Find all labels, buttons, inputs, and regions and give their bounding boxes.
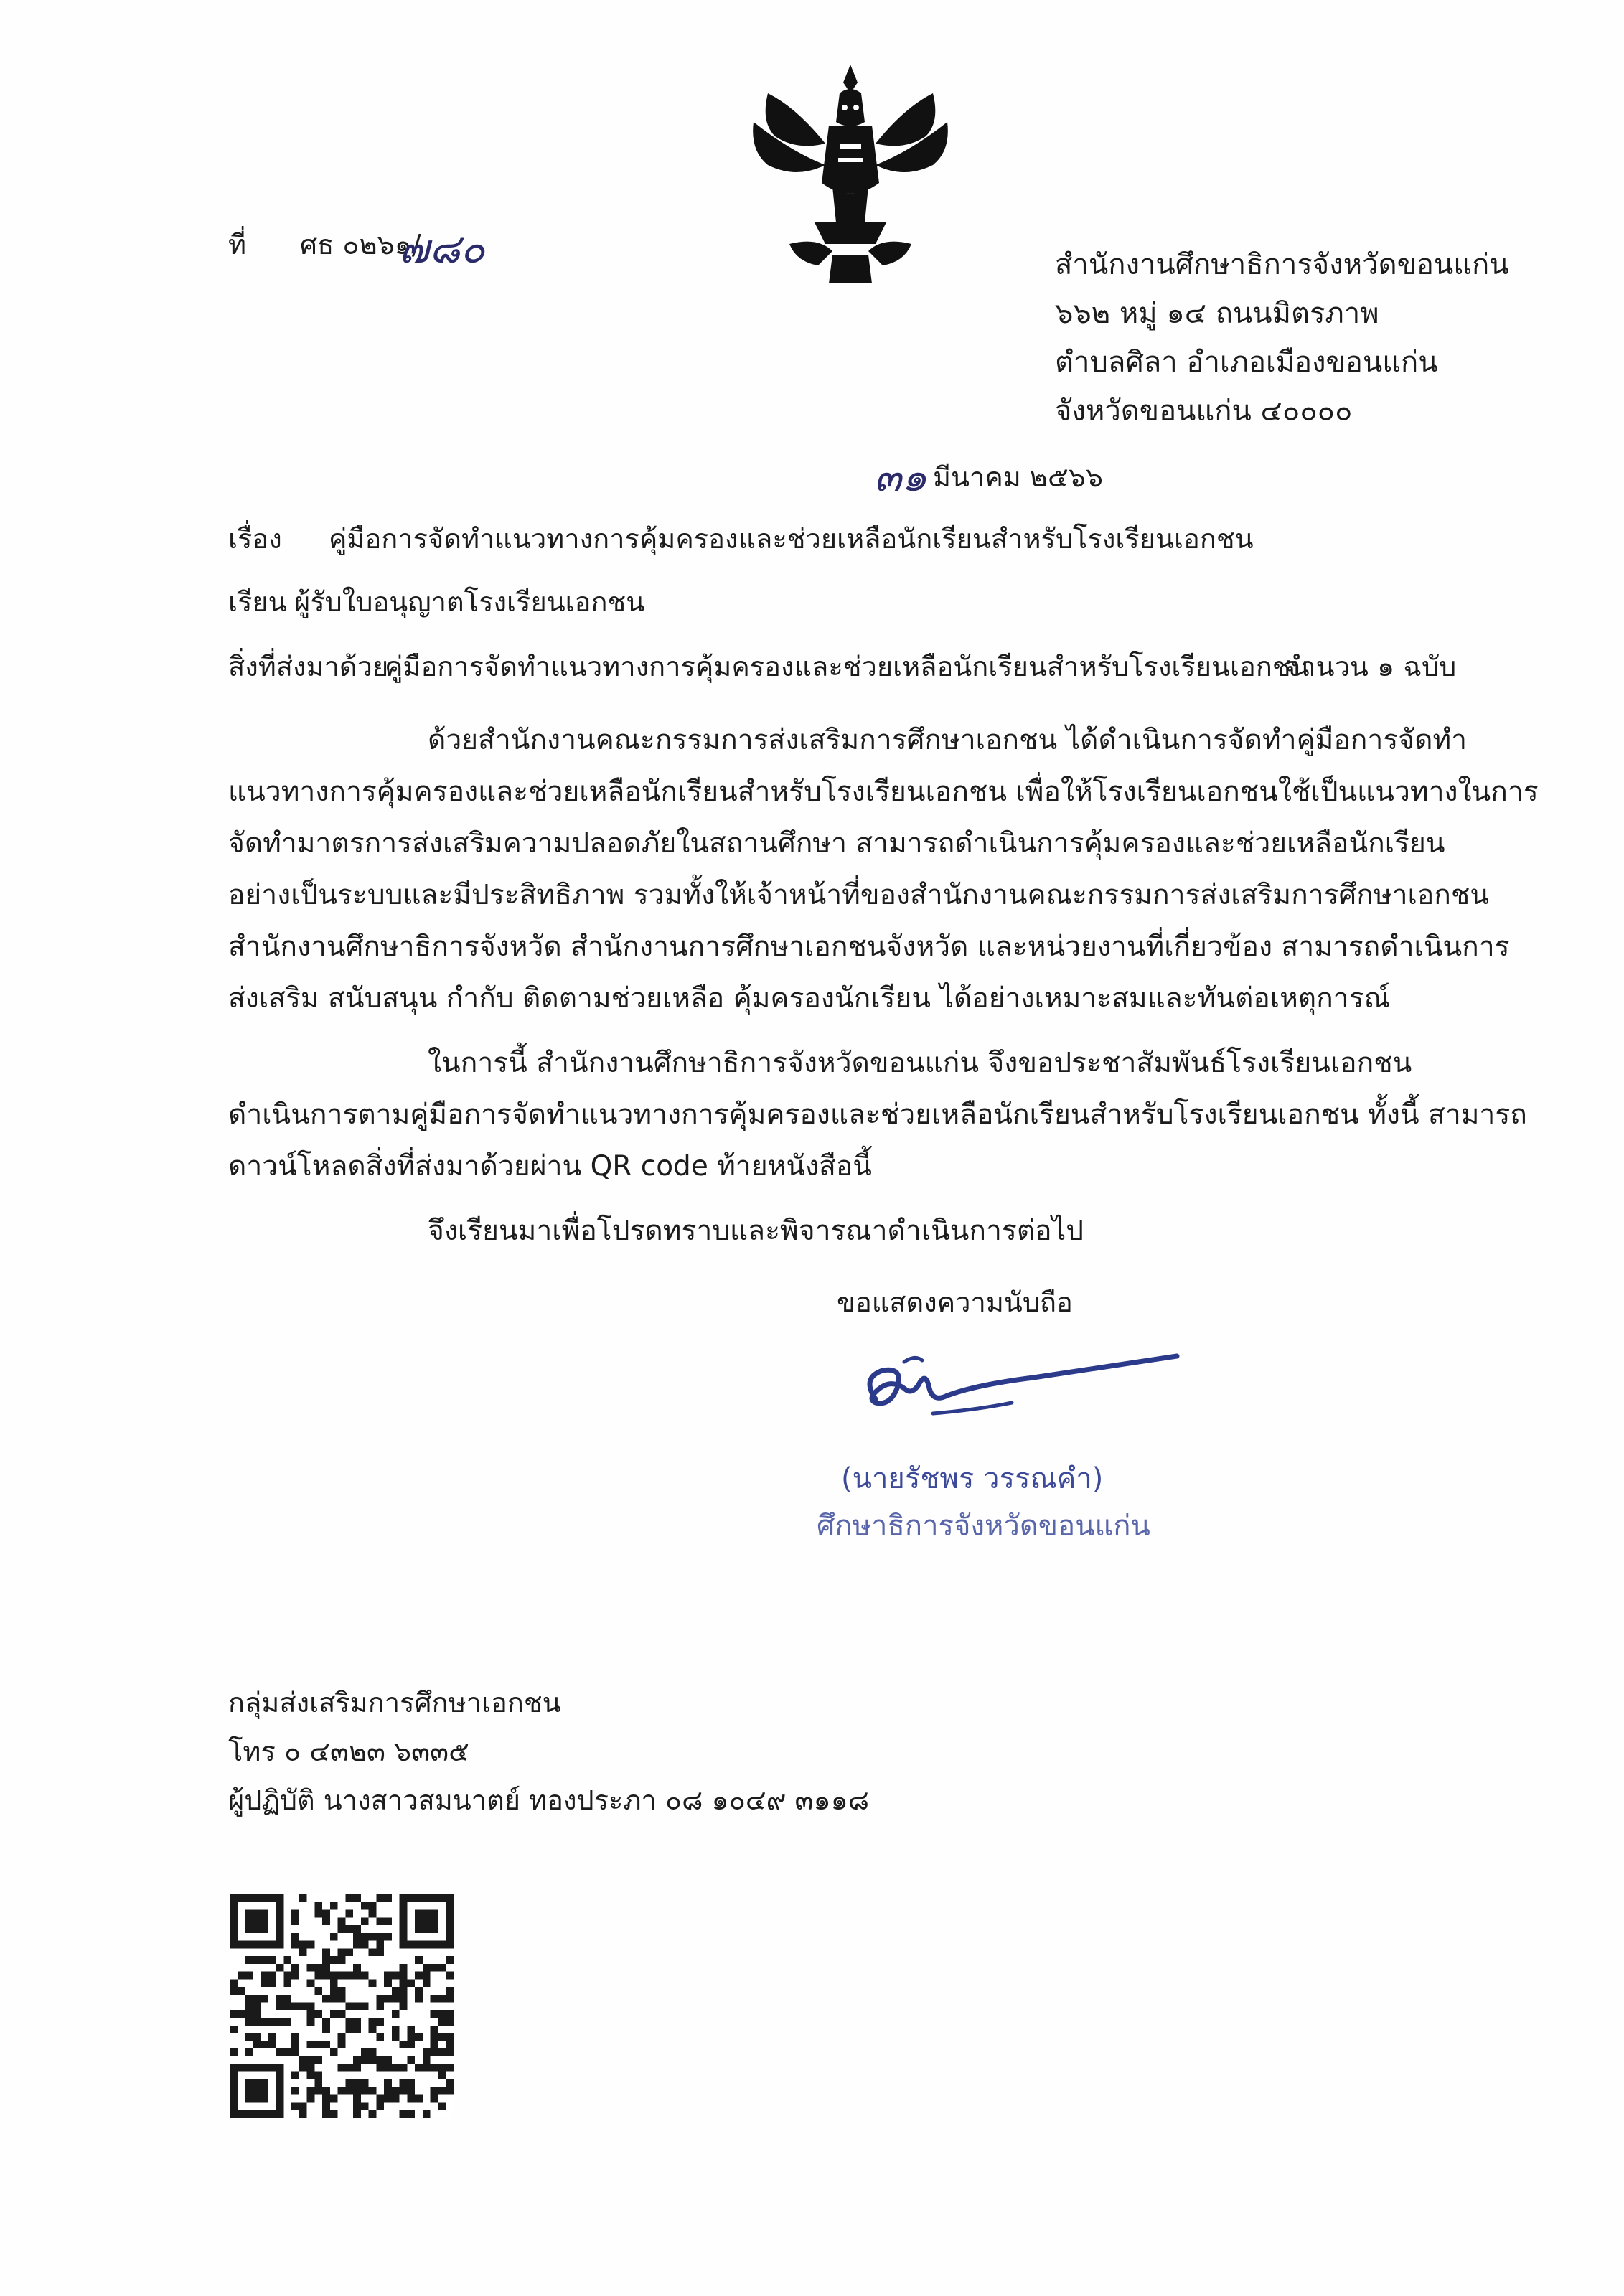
ref-label: ที่ bbox=[228, 229, 247, 260]
enclosure-quantity: จำนวน ๑ ฉบับ bbox=[1285, 651, 1457, 682]
subject-value: คู่มือการจัดทำแนวทางการคุ้มครองและช่วยเหลือนักเรียนสำหรับโรงเรียนเอกชน bbox=[329, 523, 1254, 555]
ref-handwritten-number: ๗๘๐ bbox=[399, 226, 485, 273]
address-line-4: จังหวัดขอนแก่น ๔๐๐๐๐ bbox=[1055, 395, 1353, 428]
closing-sentence: จึงเรียนมาเพื่อโปรดทราบและพิจารณาดำเนินการต่อไป bbox=[428, 1215, 1084, 1247]
body-paragraph-2-line-1: ในการนี้ สำนักงานศึกษาธิการจังหวัดขอนแก่น จึงขอประชาสัมพันธ์โรงเรียนเอกชน bbox=[428, 1047, 1412, 1079]
handwritten-signature-icon bbox=[825, 1349, 1198, 1435]
date-handwritten-day: ๓๑ bbox=[874, 454, 927, 501]
body-paragraph-1-line-5: สำนักงานศึกษาธิการจังหวัด สำนักงานการศึกษาเอกชนจังหวัด และหน่วยงานที่เกี่ยวข้อง สามารถดำเนินการ bbox=[228, 931, 1510, 963]
body-paragraph-2-line-3: ดาวน์โหลดสิ่งที่ส่งมาด้วยผ่าน QR code ท้ายหนังสือนี้ bbox=[228, 1150, 872, 1182]
footer-phone: โทร ๐ ๔๓๒๓ ๖๓๓๕ bbox=[228, 1736, 469, 1767]
footer-officer: ผู้ปฏิบัติ นางสาวสมนาตย์ ทองประภา ๐๘ ๑๐๔๙ ๓๑๑๘ bbox=[228, 1784, 870, 1816]
garuda-emblem-icon bbox=[746, 50, 954, 294]
recipient-value: ผู้รับใบอนุญาตโรงเรียนเอกชน bbox=[294, 586, 645, 618]
address-line-2: ๖๖๒ หมู่ ๑๔ ถนนมิตรภาพ bbox=[1055, 297, 1379, 330]
signer-position: ศึกษาธิการจังหวัดขอนแก่น bbox=[817, 1510, 1150, 1543]
ref-number: ศธ ๐๒๖๑/ bbox=[300, 229, 421, 260]
qr-code-icon[interactable] bbox=[230, 1894, 454, 2118]
body-paragraph-2-line-2: ดำเนินการตามคู่มือการจัดทำแนวทางการคุ้มครองและช่วยเหลือนักเรียนสำหรับโรงเรียนเอกชน ทั้งนี้ สามารถ bbox=[228, 1098, 1527, 1131]
date-month-year: มีนาคม ๒๕๖๖ bbox=[933, 461, 1103, 493]
address-line-1: สำนักงานศึกษาธิการจังหวัดขอนแก่น bbox=[1055, 248, 1509, 281]
address-line-3: ตำบลศิลา อำเภอเมืองขอนแก่น bbox=[1055, 346, 1438, 379]
signer-name: (นายรัชพร วรรณคำ) bbox=[841, 1462, 1104, 1495]
body-paragraph-1-line-2: แนวทางการคุ้มครองและช่วยเหลือนักเรียนสำหรับโรงเรียนเอกชน เพื่อให้โรงเรียนเอกชนใช้เป็นแนวทางในการ bbox=[228, 776, 1539, 808]
salutation: ขอแสดงความนับถือ bbox=[837, 1286, 1073, 1318]
enclosure-value: คู่มือการจัดทำแนวทางการคุ้มครองและช่วยเหลือนักเรียนสำหรับโรงเรียนเอกชน bbox=[385, 651, 1310, 682]
body-paragraph-1-line-6: ส่งเสริม สนับสนุน กำกับ ติดตามช่วยเหลือ คุ้มครองนักเรียน ได้อย่างเหมาะสมและทันต่อเหตุการณ์ bbox=[228, 982, 1390, 1015]
body-paragraph-1-line-1: ด้วยสำนักงานคณะกรรมการส่งเสริมการศึกษาเอกชน ได้ดำเนินการจัดทำคู่มือการจัดทำ bbox=[428, 724, 1468, 756]
subject-label: เรื่อง bbox=[228, 523, 282, 555]
enclosure-label: สิ่งที่ส่งมาด้วย bbox=[228, 651, 389, 682]
body-paragraph-1-line-4: อย่างเป็นระบบและมีประสิทธิภาพ รวมทั้งให้เจ้าหน้าที่ของสำนักงานคณะกรรมการส่งเสริมการศึกษาเอกชน bbox=[228, 879, 1490, 911]
recipient-label: เรียน bbox=[228, 586, 287, 618]
footer-department: กลุ่มส่งเสริมการศึกษาเอกชน bbox=[228, 1687, 561, 1718]
body-paragraph-1-line-3: จัดทำมาตรการส่งเสริมความปลอดภัยในสถานศึกษา สามารถดำเนินการคุ้มครองและช่วยเหลือนักเรียน bbox=[228, 827, 1445, 860]
